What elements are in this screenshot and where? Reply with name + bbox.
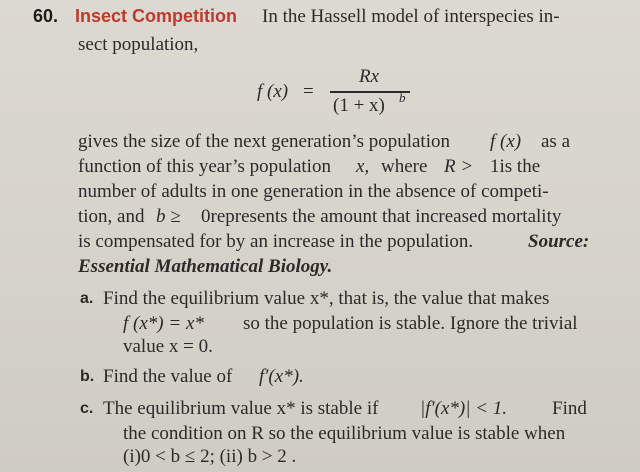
source-label: Source: bbox=[528, 231, 590, 252]
part-a-math: f (x*) = x* bbox=[123, 313, 204, 334]
intro-line-1: In the Hassell model of interspecies in- bbox=[262, 6, 560, 27]
formula-equals: = bbox=[303, 81, 314, 102]
paragraph-cond-r: R > bbox=[444, 156, 474, 177]
part-c-line-1b: Find bbox=[552, 398, 587, 419]
part-a-line-2: so the population is stable. Ignore the trivial bbox=[243, 313, 578, 334]
formula-denominator: (1 + x) bbox=[333, 95, 385, 116]
paragraph-line-3: number of adults in one generation in the absence of competi- bbox=[78, 181, 549, 202]
part-b-label: b. bbox=[80, 368, 95, 385]
problem-title: Insect Competition bbox=[75, 6, 238, 26]
part-c-line-1a: The equilibrium value x* is stable if bbox=[103, 398, 379, 419]
source-title: Essential Mathematical Biology. bbox=[78, 256, 333, 277]
paragraph-line-2a: function of this year’s population bbox=[78, 156, 331, 177]
paragraph-var-x: x, bbox=[356, 156, 370, 177]
paragraph-func: f (x) bbox=[490, 131, 522, 152]
fraction-bar bbox=[330, 91, 410, 93]
problem-number: 60. bbox=[33, 6, 59, 26]
part-b-text: Find the value of bbox=[103, 366, 233, 387]
part-c-line-3: (i)0 < b ≤ 2; (ii) b > 2 . bbox=[123, 446, 297, 467]
part-c-label: c. bbox=[80, 400, 94, 417]
intro-line-2: sect population, bbox=[78, 34, 199, 55]
paragraph-line-1: gives the size of the next generation’s population bbox=[78, 131, 450, 152]
paragraph-line-1-end: as a bbox=[541, 131, 571, 152]
part-a-line-3: value x = 0. bbox=[123, 336, 213, 357]
part-a-label: a. bbox=[80, 290, 94, 307]
paragraph-line-2c: 1is the bbox=[490, 156, 541, 177]
part-a-line-1: Find the equilibrium value x*, that is, the value that makes bbox=[103, 288, 550, 309]
part-c-line-2: the condition on R so the equilibrium value is stable when bbox=[123, 423, 566, 444]
part-b-math: f′(x*). bbox=[259, 366, 304, 387]
part-c-math: |f′(x*)| < 1. bbox=[420, 398, 508, 419]
paragraph-line-4b: 0represents the amount that increased mortality bbox=[201, 206, 562, 227]
paragraph-line-4a: tion, and bbox=[78, 206, 145, 227]
formula-numerator: Rx bbox=[359, 66, 380, 87]
formula-lhs: f (x) bbox=[257, 81, 289, 102]
paragraph-line-5a: is compensated for by an increase in the population. bbox=[78, 231, 474, 252]
paragraph-cond-b: b ≥ bbox=[156, 206, 181, 227]
formula-exponent: b bbox=[399, 90, 406, 105]
paragraph-line-2b: where bbox=[381, 156, 428, 177]
